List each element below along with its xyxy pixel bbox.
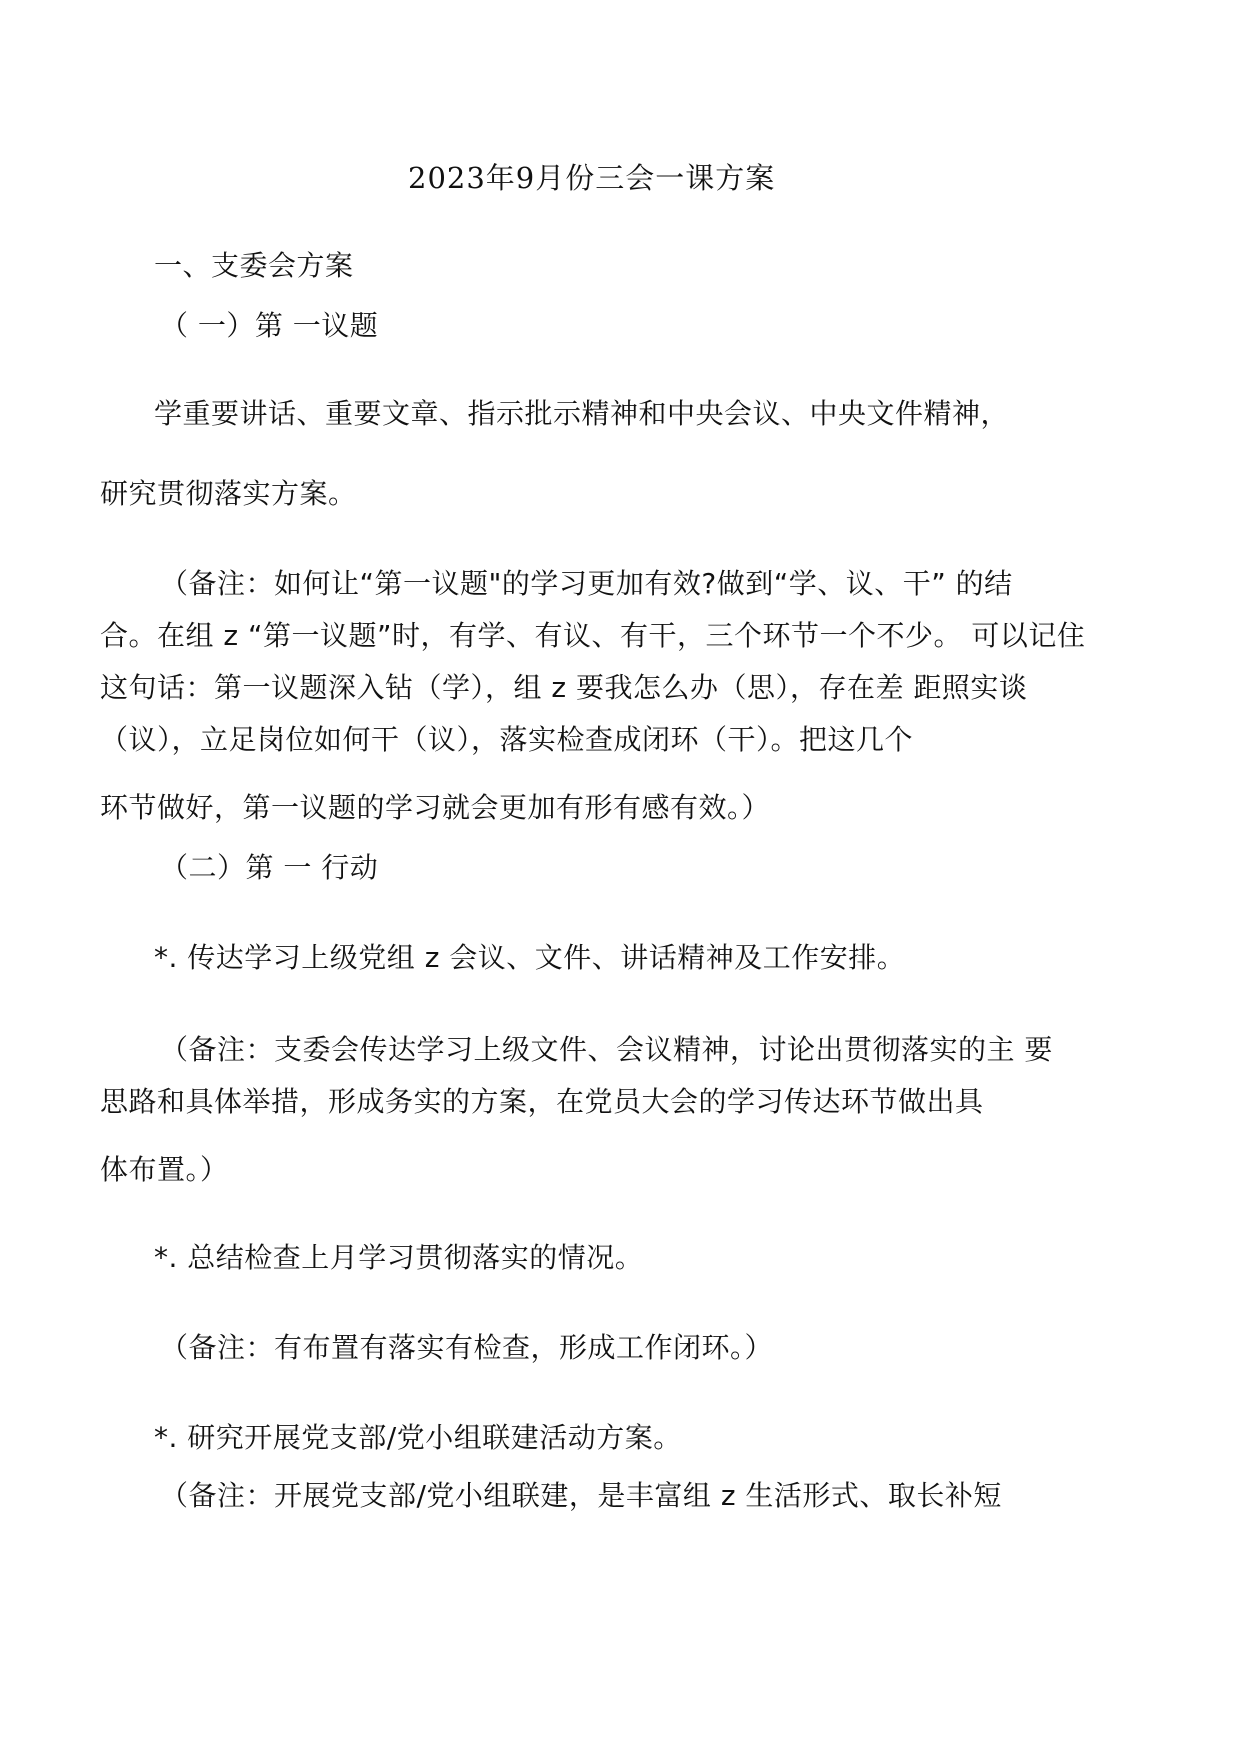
note-line: （备注：开展党支部/党小组联建，是丰富组 z 生活形式、取长补短: [160, 1479, 1002, 1512]
note-line: （备注：如何让“第一议题"的学习更加有效?做到“学、议、干” 的结: [160, 567, 1013, 600]
subheading-first-action: （二）第 一 行动: [160, 851, 379, 884]
list-item: *. 总结检查上月学习贯彻落实的情况。: [154, 1241, 644, 1274]
note-line: （备注：有布置有落实有检查，形成工作闭环。）: [160, 1331, 774, 1364]
section-heading-branch-committee: 一、支委会方案: [154, 249, 354, 282]
list-item: *. 传达学习上级党组 z 会议、文件、讲话精神及工作安排。: [154, 941, 906, 974]
paragraph-line: 研究贯彻落实方案。: [100, 477, 357, 510]
note-line: （备注：支委会传达学习上级文件、会议精神，讨论出贯彻落实的主 要: [160, 1033, 1053, 1066]
list-item: *. 研究开展党支部/党小组联建活动方案。: [154, 1421, 682, 1454]
note-line: 思路和具体举措，形成务实的方案，在党员大会的学习传达环节做出具: [100, 1085, 984, 1118]
note-line: 合。在组 z “第一议题”时，有学、有议、有干，三个环节一个不少。 可以记住: [100, 619, 1086, 652]
note-line: 这句话：第一议题深入钻（学），组 z 要我怎么办（思），存在差 距照实谈: [100, 671, 1028, 704]
note-line: （议），立足岗位如何干（议），落实检查成闭环（干）。把这几个: [100, 723, 914, 756]
paragraph-line: 学重要讲话、重要文章、指示批示精神和中央会议、中央文件精神，: [154, 397, 1010, 430]
subheading-first-topic: （ 一）第 一议题: [160, 309, 379, 342]
document-title: 2023年9月份三会一课方案: [408, 161, 776, 195]
note-line: 体布置。）: [100, 1153, 229, 1186]
note-line: 环节做好，第一议题的学习就会更加有形有感有效。）: [100, 791, 771, 824]
